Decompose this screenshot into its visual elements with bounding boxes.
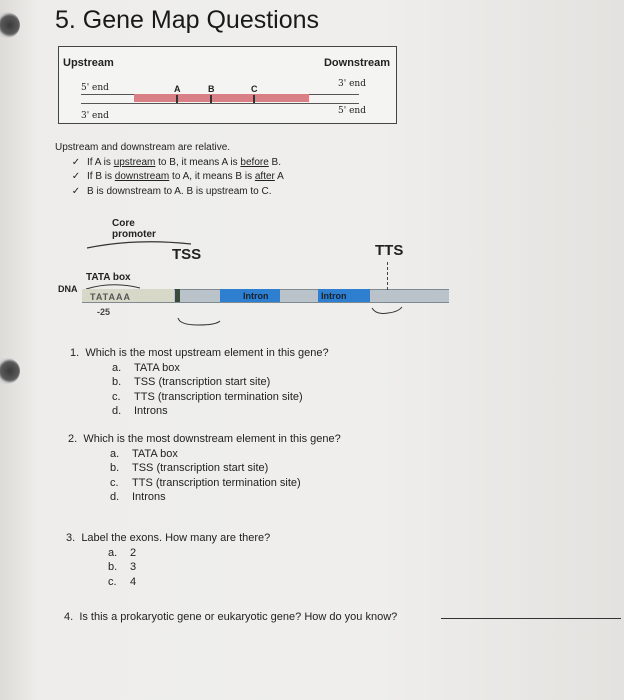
- intron-1-label: Intron: [243, 291, 269, 301]
- upstream-label: Upstream: [63, 57, 114, 69]
- top-strand-right: [309, 94, 359, 95]
- strand-diagram: [58, 46, 397, 124]
- minus-25-label: -25: [97, 307, 111, 317]
- gene-region: [134, 94, 309, 102]
- question-3: 3. Label the exons. How many are there? a. 2 b. 3 c. 4: [66, 532, 271, 588]
- dna-label: DNA: [58, 284, 78, 294]
- relative-heading: Upstream and downstream are relative.: [55, 142, 231, 153]
- three-end-bottom-label: 3' end: [81, 111, 109, 121]
- downstream-label: Downstream: [323, 57, 390, 69]
- q1-option-d[interactable]: d. Introns: [112, 405, 168, 417]
- tts-label: TTS: [375, 242, 404, 259]
- q1-option-a[interactable]: a. TATA box: [112, 361, 180, 374]
- q2-option-a[interactable]: a. TATA box: [110, 447, 178, 460]
- q2-option-d[interactable]: d. Introns: [110, 491, 166, 503]
- relative-line-2: ✓ If B is downstream to A, it means B is after A: [55, 170, 284, 185]
- tss-hand-bracket: [176, 316, 224, 328]
- check-icon: ✓: [71, 185, 81, 197]
- question-2: 2. Which is the most downstream element in this gene? a. TATA box b. TSS (transcription start site) c. TTS (transcription termination site) d. Introns: [68, 433, 341, 503]
- q1-option-b[interactable]: b. TSS (transcription start site): [112, 376, 271, 388]
- q2-option-c[interactable]: c. TTS (transcription termination site): [110, 476, 301, 489]
- tts-marker: [387, 262, 389, 290]
- q3-option-c[interactable]: c. 4: [108, 575, 137, 588]
- q3-option-a[interactable]: a. 2: [108, 546, 137, 559]
- check-icon: ✓: [71, 171, 81, 182]
- q2-option-b[interactable]: b. TSS (transcription start site): [110, 462, 269, 474]
- marker-a-label: A: [174, 84, 181, 94]
- bottom-strand: [81, 103, 359, 104]
- q1-option-c[interactable]: c. TTS (transcription termination site): [112, 390, 303, 403]
- page-title: 5. Gene Map Questions: [55, 6, 320, 34]
- three-end-top-label: 3' end: [338, 79, 366, 89]
- question-1: 1. Which is the most upstream element in this gene? a. TATA box b. TSS (transcription start site) c. TTS (transcription termination site) d. Introns: [70, 347, 329, 417]
- marker-a-tick: [176, 95, 178, 103]
- check-icon: ✓: [71, 156, 81, 168]
- question-4: 4. Is this a prokaryotic gene or eukaryotic gene? How do you know?: [64, 611, 398, 623]
- tata-box-label: TATA box: [86, 272, 131, 283]
- relative-notes: [55, 141, 284, 199]
- tataaa-label: TATAAA: [90, 292, 131, 302]
- relative-line-3: ✓ B is downstream to A. B is upstream to C.: [55, 185, 284, 200]
- q3-option-b[interactable]: b. 3: [108, 561, 137, 573]
- tss-label: TSS: [172, 246, 202, 263]
- marker-c-tick: [253, 95, 255, 103]
- marker-b-label: B: [208, 84, 215, 94]
- marker-b-tick: [210, 95, 212, 103]
- intron-2-label: Intron: [321, 291, 347, 301]
- relative-line-1: ✓ If A is upstream to B, it means A is before B.: [55, 156, 284, 171]
- tss-marker: [175, 289, 180, 302]
- tts-hand-bracket: [370, 305, 406, 317]
- marker-c-label: C: [251, 84, 258, 94]
- five-end-bottom-label: 5' end: [338, 106, 366, 116]
- q4-answer-line[interactable]: [441, 618, 621, 619]
- five-end-top-label: 5' end: [81, 83, 109, 93]
- core-promoter-label: Core promoter: [112, 218, 156, 240]
